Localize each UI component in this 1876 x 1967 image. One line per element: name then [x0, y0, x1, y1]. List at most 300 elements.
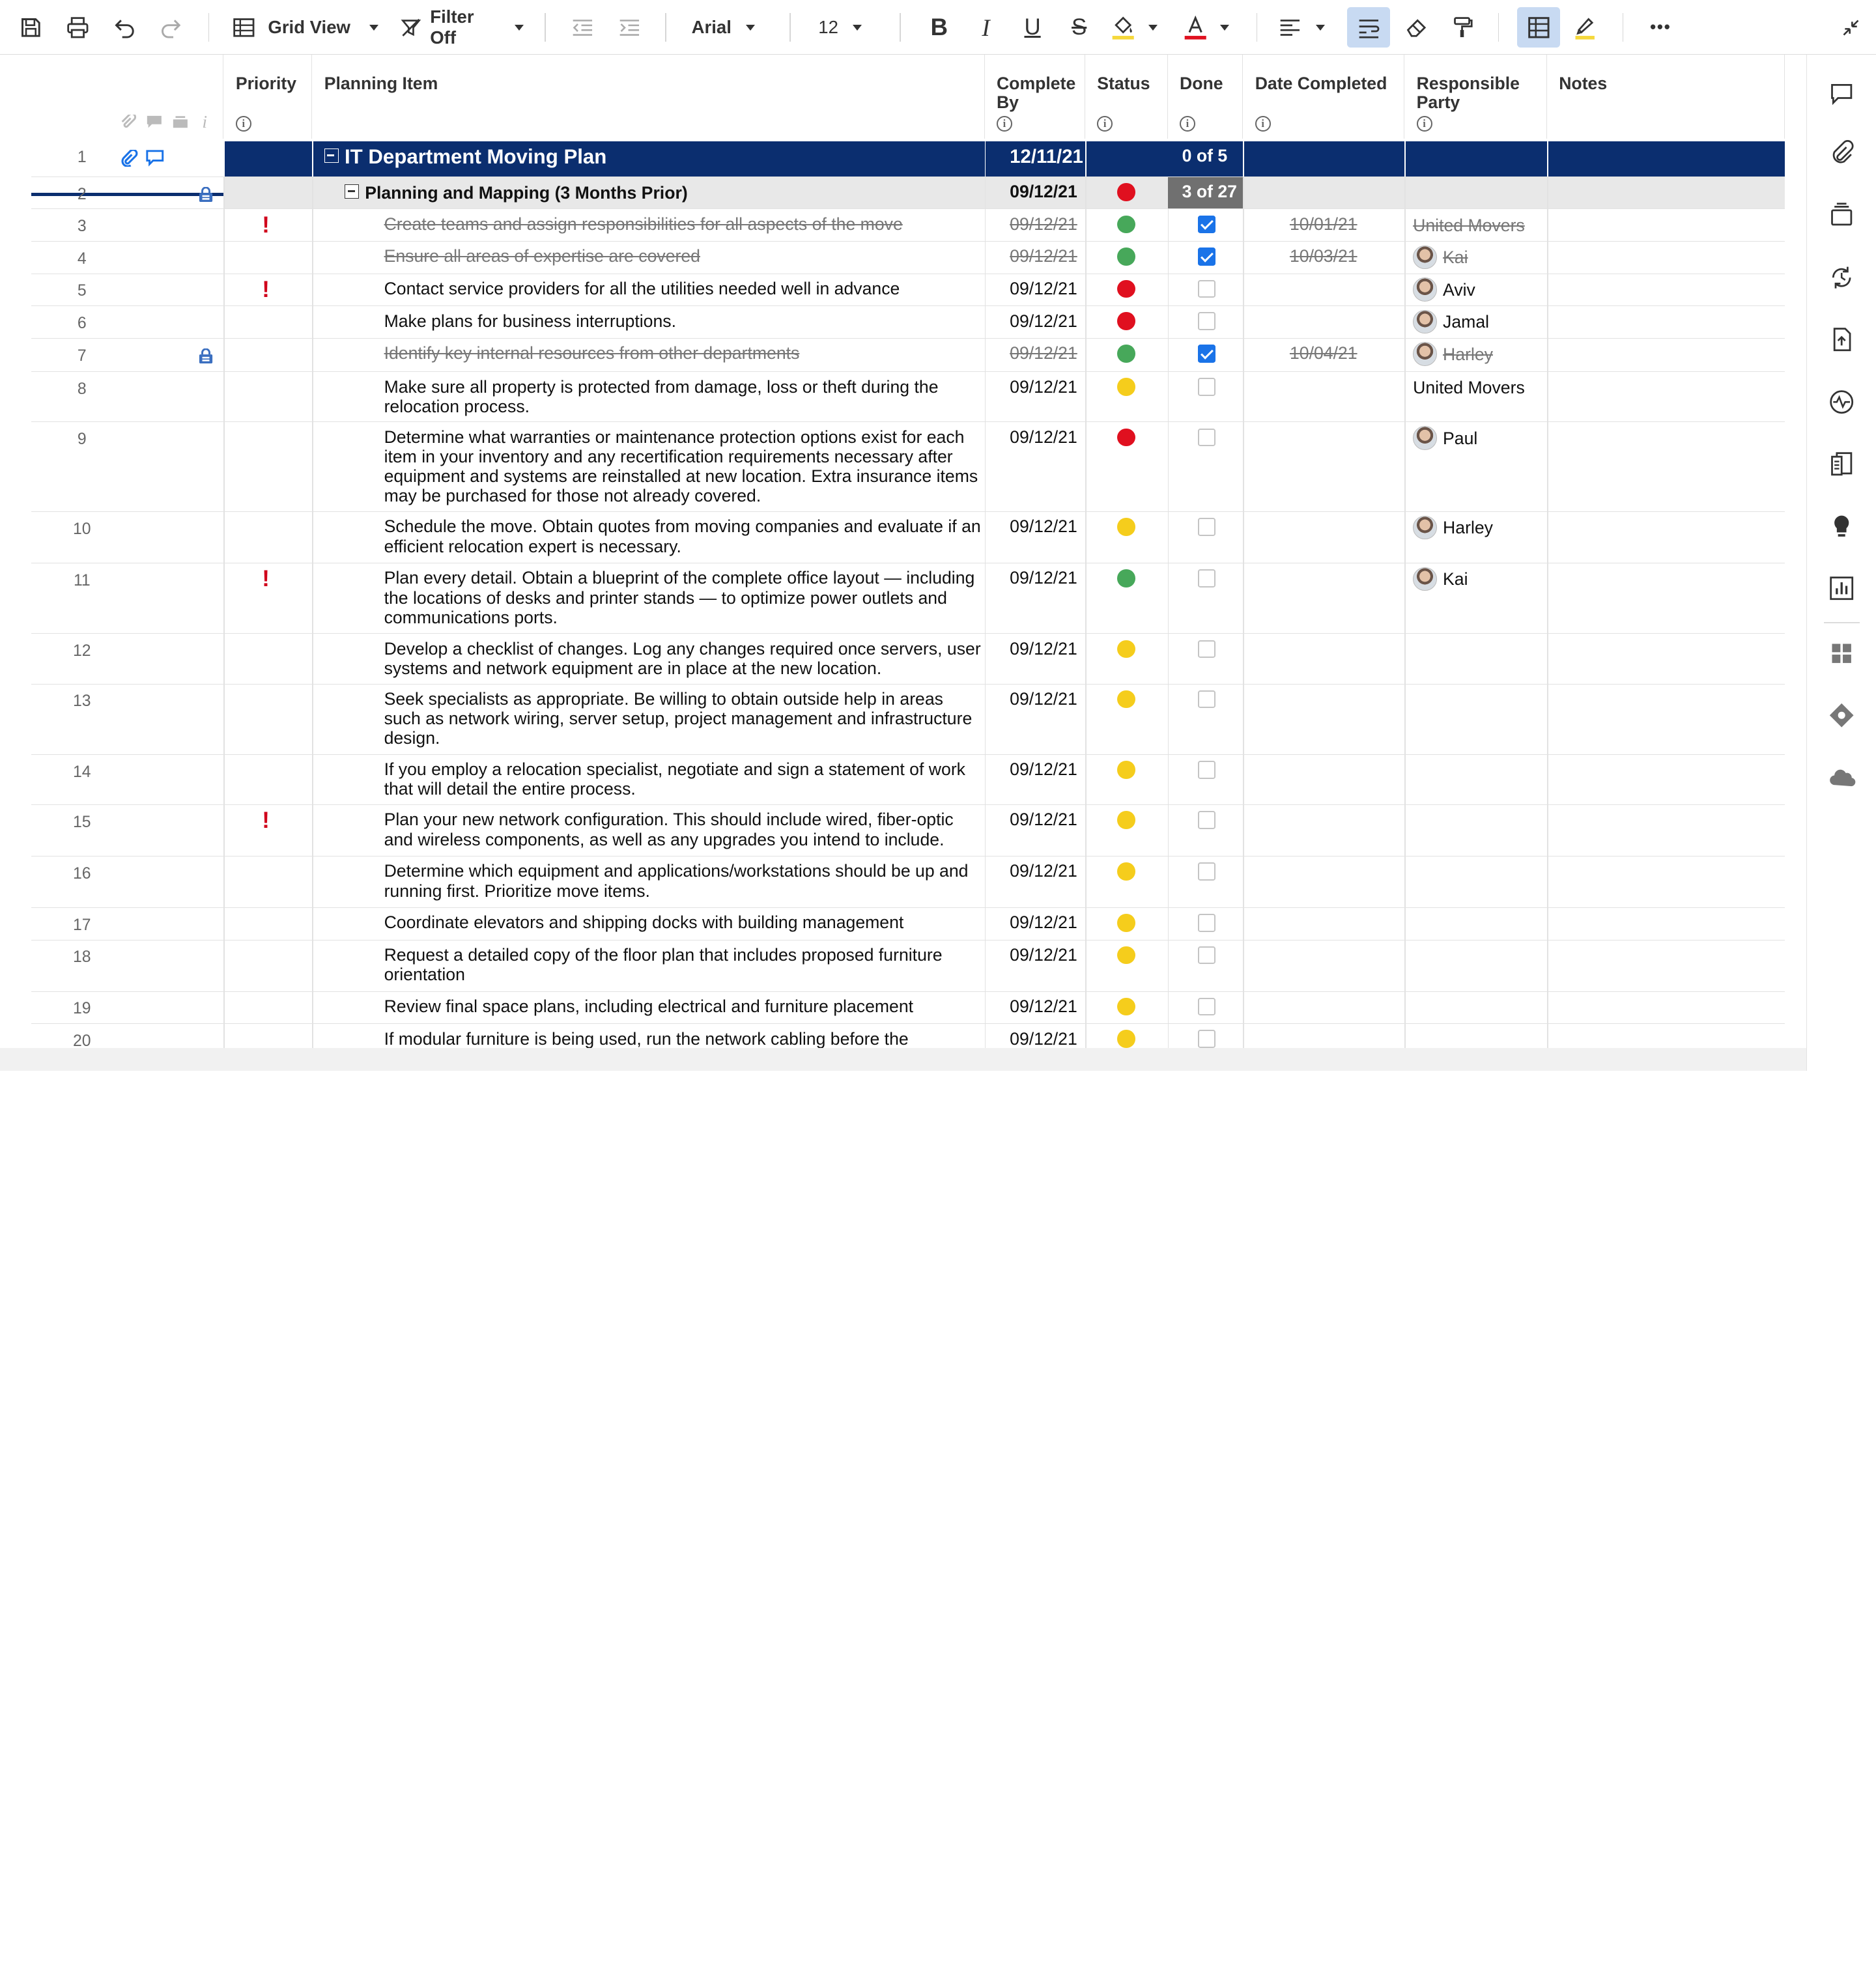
cell-border: [1243, 685, 1244, 754]
cell-border: [1168, 941, 1169, 991]
cell-border: [1547, 563, 1548, 633]
cell-border: [223, 1024, 225, 1048]
grid-view-label: Grid View: [268, 17, 350, 38]
reports-icon[interactable]: [1828, 574, 1856, 603]
status-indicator[interactable]: [1117, 761, 1135, 779]
cell-border: [985, 141, 986, 177]
font-family-select[interactable]: [692, 7, 771, 48]
header-complete-by[interactable]: [985, 55, 1085, 139]
cell-border: [312, 177, 313, 209]
responsible-party-name[interactable]: United Movers: [1413, 215, 1525, 235]
table-row[interactable]: [31, 908, 1785, 941]
cell-border: [1404, 242, 1406, 274]
row-number[interactable]: 7: [77, 347, 87, 365]
table-row[interactable]: [31, 1024, 1785, 1048]
collapse-toggle-icon[interactable]: [324, 149, 339, 163]
cell-border: [1243, 805, 1244, 856]
status-indicator[interactable]: [1117, 640, 1135, 658]
row-number[interactable]: 12: [73, 642, 91, 660]
row-number[interactable]: 11: [73, 571, 91, 589]
cell-border: [223, 563, 225, 633]
date-completed[interactable]: 10/04/21: [1289, 343, 1357, 363]
info-icon[interactable]: i: [997, 116, 1012, 132]
cell-border: [1243, 1024, 1244, 1048]
info-icon[interactable]: i: [236, 116, 251, 132]
comment-col-icon: [146, 115, 163, 129]
cell-border: [1547, 209, 1548, 241]
cell-border: [1168, 634, 1169, 683]
row-number[interactable]: 4: [77, 249, 87, 268]
responsible-party-name[interactable]: Harley: [1443, 344, 1493, 364]
complete-by-date[interactable]: 12/11/21: [1010, 145, 1083, 167]
planning-item-text[interactable]: Review final space plans, including electrical and furniture placement: [384, 996, 914, 1016]
cell-border: [1168, 685, 1169, 754]
cell-border: [312, 209, 313, 241]
info-icon[interactable]: i: [1097, 116, 1113, 132]
cell-border: [223, 177, 225, 209]
cell-border: [312, 306, 313, 338]
info-icon[interactable]: i: [1180, 116, 1195, 132]
complete-by-date[interactable]: 09/12/21: [1010, 861, 1077, 881]
publish-icon[interactable]: [1828, 326, 1856, 354]
cell-border: [985, 908, 986, 940]
cell-border: [1547, 177, 1548, 209]
lock-icon: [199, 347, 213, 361]
complete-by-date[interactable]: 09/12/21: [1010, 996, 1077, 1016]
highlighter-icon: [1572, 14, 1598, 40]
avatar: [1413, 516, 1437, 540]
cell-border: [1404, 339, 1406, 371]
done-checkbox[interactable]: [1198, 1030, 1216, 1048]
planning-item-text[interactable]: Plan every detail. Obtain a blueprint of the complete office layout — including the locations of desks and printer stands — to optimize power outlets and communications ports.: [384, 568, 975, 627]
bottom-scroll-area[interactable]: [0, 1048, 1806, 1071]
status-indicator[interactable]: [1117, 518, 1135, 536]
planning-item-text[interactable]: Coordinate elevators and shipping docks with building management: [384, 913, 904, 933]
cell-border: [1168, 274, 1169, 306]
row-number[interactable]: 14: [73, 763, 91, 781]
cell-border: [312, 1024, 313, 1048]
planning-item-text[interactable]: Identify key internal resources from other departments: [384, 343, 800, 363]
cell-border: [1404, 908, 1406, 940]
planning-item-text[interactable]: Contact service providers for all the utilities needed well in advance: [384, 278, 900, 298]
date-completed[interactable]: 10/03/21: [1289, 246, 1357, 266]
cell-border: [1404, 941, 1406, 991]
cell-border: [312, 563, 313, 633]
header-status[interactable]: [1085, 55, 1168, 139]
row-number[interactable]: 16: [73, 864, 91, 883]
cell-border: [1085, 563, 1087, 633]
cell-border: [1085, 209, 1087, 241]
cell-border: [985, 512, 986, 563]
cell-border: [223, 306, 225, 338]
cell-border: [985, 274, 986, 306]
table-row[interactable]: [31, 856, 1785, 908]
cell-border: [223, 685, 225, 754]
complete-by-date[interactable]: 09/12/21: [1010, 427, 1077, 447]
cell-border: [1404, 372, 1406, 421]
row-number[interactable]: 5: [77, 282, 87, 300]
row-number[interactable]: 19: [73, 1000, 91, 1018]
done-checkbox[interactable]: [1198, 312, 1216, 330]
cell-border: [312, 339, 313, 371]
cell-border: [223, 372, 225, 421]
cell-border: [1547, 274, 1548, 306]
cell-border: [1243, 242, 1244, 274]
complete-by-date[interactable]: 09/12/21: [1010, 759, 1077, 780]
planning-item-text[interactable]: Determine which equipment and applications/workstations should be up and running first. Prioritize move items.: [384, 861, 969, 901]
clear-format-button[interactable]: [1400, 7, 1433, 48]
cell-border: [1243, 209, 1244, 241]
bold-button[interactable]: [924, 7, 955, 48]
table-row[interactable]: [31, 941, 1785, 992]
cell-border: [1085, 372, 1087, 421]
row-number[interactable]: 10: [73, 520, 91, 538]
cell-border: [1404, 306, 1406, 338]
table-row[interactable]: [31, 992, 1785, 1025]
row-number[interactable]: 3: [77, 218, 87, 236]
cell-border: [312, 941, 313, 991]
eraser-icon: [1404, 16, 1428, 40]
complete-by-date[interactable]: 09/12/21: [1010, 343, 1077, 363]
done-checkbox[interactable]: [1198, 914, 1216, 932]
planning-item-text[interactable]: Create teams and assign responsibilities for all aspects of the move: [384, 214, 903, 234]
cell-border: [223, 274, 225, 306]
done-checkbox[interactable]: [1198, 761, 1216, 779]
status-indicator[interactable]: [1117, 998, 1135, 1016]
font-size-select[interactable]: [818, 7, 875, 48]
cell-border: [1085, 177, 1087, 209]
cell-border: [985, 941, 986, 991]
row-number[interactable]: 13: [73, 692, 91, 711]
complete-by-date[interactable]: 09/12/21: [1010, 568, 1077, 588]
format-painter-button[interactable]: [1447, 7, 1480, 48]
cell-border: [312, 242, 313, 274]
done-checkbox[interactable]: [1198, 569, 1216, 587]
complete-by-date[interactable]: 09/12/21: [1010, 278, 1077, 298]
row-number[interactable]: 9: [77, 431, 87, 449]
done-checkbox[interactable]: [1198, 946, 1216, 965]
cell-border: [1404, 755, 1406, 804]
cell-border: [1404, 992, 1406, 1024]
status-indicator[interactable]: [1117, 183, 1135, 201]
attachment-icon[interactable]: [120, 150, 139, 172]
complete-by-date[interactable]: 09/12/21: [1010, 376, 1077, 397]
forms-icon[interactable]: [1828, 450, 1856, 479]
row-number[interactable]: 18: [73, 948, 91, 967]
done-checkbox[interactable]: [1198, 862, 1216, 881]
avatar: [1413, 342, 1437, 366]
chevron-down-icon: [853, 25, 862, 31]
planning-item-text[interactable]: Request a detailed copy of the floor plan that includes proposed furniture orientation: [384, 944, 943, 985]
cell-border: [1085, 805, 1087, 856]
planning-item-text[interactable]: Schedule the move. Obtain quotes from moving companies and evaluate if an efficient relocation expert is necessary.: [384, 517, 981, 556]
status-indicator[interactable]: [1117, 914, 1135, 932]
responsible-party-name[interactable]: Aviv: [1443, 279, 1475, 300]
cell-border: [1085, 306, 1087, 338]
diamond-icon[interactable]: [1828, 701, 1856, 729]
lock-icon: [199, 186, 213, 200]
outdent-icon[interactable]: [567, 7, 599, 48]
done-checkbox[interactable]: [1198, 690, 1216, 709]
sheet-grid: [0, 55, 1806, 1047]
complete-by-date[interactable]: 09/12/21: [1010, 1028, 1077, 1048]
cell-border: [1404, 685, 1406, 754]
strikethrough-button[interactable]: [1064, 7, 1095, 48]
planning-item-text[interactable]: Develop a checklist of changes. Log any changes required once servers, user systems and network equipment are in place at the new location.: [384, 638, 981, 678]
conversations-icon[interactable]: [1828, 79, 1856, 107]
cell-border: [1168, 512, 1169, 563]
undo-icon[interactable]: [107, 7, 141, 48]
cell-border: [1085, 685, 1087, 754]
header-done[interactable]: [1168, 55, 1244, 139]
complete-by-date[interactable]: 09/12/21: [1010, 944, 1077, 965]
cell-border: [312, 685, 313, 754]
table-row[interactable]: [31, 141, 1785, 177]
cell-border: [1404, 422, 1406, 511]
priority-high-icon[interactable]: !: [262, 566, 270, 592]
wrap-text-button[interactable]: [1347, 7, 1390, 48]
header-notes[interactable]: [1547, 55, 1785, 139]
print-icon[interactable]: [61, 7, 94, 48]
planning-item-text[interactable]: Seek specialists as appropriate. Be willing to obtain outside help in areas such as network wiring, server setup, project management and infrastructure design.: [384, 688, 973, 748]
table-row[interactable]: [31, 563, 1785, 634]
done-checkbox[interactable]: [1198, 345, 1216, 363]
row-number[interactable]: 17: [73, 916, 91, 934]
priority-high-icon[interactable]: !: [262, 808, 270, 834]
complete-by-date[interactable]: 09/12/21: [1010, 214, 1077, 234]
table-row[interactable]: [31, 177, 1785, 210]
paint-roller-icon: [1451, 16, 1475, 40]
info-icon[interactable]: i: [1417, 116, 1432, 132]
cell-border: [1547, 306, 1548, 338]
indent-icon[interactable]: [614, 7, 645, 48]
priority-high-icon[interactable]: !: [262, 212, 270, 238]
done-rollup-text: 3 of 27: [1182, 182, 1237, 202]
cell-border: [1404, 1024, 1406, 1048]
cell-border: [1547, 634, 1548, 683]
planning-item-text[interactable]: Determine what warranties or maintenance protection options exist for each item in your inventory and any recertification requirements necessary after equipment and systems are reinstalled at new location. Extra insurance items may be purchased for those not already covered.: [384, 427, 978, 506]
planning-item-text[interactable]: If modular furniture is being used, run the network cabling before the: [384, 1028, 909, 1048]
responsible-party-name[interactable]: Paul: [1443, 428, 1478, 448]
avatar: [1413, 426, 1437, 450]
cell-border: [1243, 512, 1244, 563]
status-indicator[interactable]: [1117, 569, 1135, 587]
cell-border: [1547, 941, 1548, 991]
header-date-completed-label: Date Completed: [1255, 73, 1387, 93]
complete-by-date[interactable]: 09/12/21: [1010, 246, 1077, 266]
row-number[interactable]: 15: [73, 813, 91, 831]
chevron-down-icon: [515, 25, 524, 31]
lightbulb-icon[interactable]: [1828, 512, 1856, 541]
status-indicator[interactable]: [1117, 248, 1135, 266]
header-responsible-party[interactable]: [1404, 55, 1547, 139]
row-number[interactable]: 20: [73, 1032, 91, 1048]
comment-icon[interactable]: [146, 150, 164, 172]
cell-border: [1243, 634, 1244, 683]
cell-border: [1547, 992, 1548, 1024]
table-row[interactable]: [31, 685, 1785, 755]
cell-border: [1404, 274, 1406, 306]
table-row[interactable]: [31, 755, 1785, 805]
cell-border: [1168, 242, 1169, 274]
cell-border: [312, 422, 313, 511]
done-checkbox[interactable]: [1198, 216, 1216, 234]
cell-border: [223, 209, 225, 241]
responsible-party-name[interactable]: Harley: [1443, 518, 1493, 538]
planning-item-text[interactable]: Ensure all areas of expertise are covered: [384, 246, 700, 266]
complete-by-date[interactable]: 09/12/21: [1010, 311, 1077, 331]
chevron-down-icon: [1316, 25, 1325, 31]
cell-border: [1085, 992, 1087, 1024]
cloud-icon[interactable]: [1828, 763, 1856, 792]
status-indicator[interactable]: [1117, 312, 1135, 330]
complete-by-date[interactable]: 09/12/21: [1010, 182, 1077, 202]
status-indicator[interactable]: [1117, 378, 1135, 396]
table-row[interactable]: [31, 422, 1785, 512]
cell-border: [1168, 755, 1169, 804]
more-options-button[interactable]: [1642, 7, 1680, 48]
header-planning-item[interactable]: [312, 55, 984, 139]
collapse-toggle-icon[interactable]: [345, 184, 359, 199]
fill-color-button[interactable]: [1110, 7, 1167, 48]
row-number[interactable]: 1: [77, 148, 87, 166]
table-row[interactable]: [31, 372, 1785, 422]
avatar: [1413, 310, 1437, 334]
responsible-party-name[interactable]: Kai: [1443, 569, 1468, 589]
header-complete-by-label: Complete By: [996, 73, 1076, 113]
row-number[interactable]: 8: [77, 380, 87, 399]
table-row[interactable]: [31, 274, 1785, 307]
cell-border: [1404, 856, 1406, 907]
responsible-party-name[interactable]: Jamal: [1443, 312, 1490, 332]
highlight-changes-button[interactable]: [1569, 7, 1602, 48]
cell-border: [1168, 1024, 1169, 1048]
section-row-title[interactable]: Planning and Mapping (3 Months Prior): [365, 182, 688, 203]
done-checkbox[interactable]: [1198, 378, 1216, 396]
save-icon[interactable]: [14, 7, 48, 48]
info-icon[interactable]: i: [1255, 116, 1271, 132]
status-indicator[interactable]: [1117, 690, 1135, 709]
gridlines-button[interactable]: [1517, 7, 1560, 48]
redo-icon[interactable]: [154, 7, 188, 48]
cell-border: [1547, 908, 1548, 940]
collapse-icon[interactable]: [1834, 7, 1868, 48]
date-completed[interactable]: 10/01/21: [1289, 214, 1357, 234]
priority-high-icon[interactable]: !: [262, 276, 270, 302]
status-indicator[interactable]: [1117, 429, 1135, 447]
done-checkbox[interactable]: [1198, 248, 1216, 266]
cell-border: [312, 372, 313, 421]
cell-border: [1243, 306, 1244, 338]
complete-by-date[interactable]: 09/12/21: [1010, 517, 1077, 537]
proof-col-icon: [172, 115, 189, 129]
table-row[interactable]: [31, 209, 1785, 242]
row-number[interactable]: 2: [77, 185, 87, 203]
complete-by-date[interactable]: 09/12/21: [1010, 810, 1077, 830]
responsible-party-name[interactable]: Kai: [1443, 248, 1468, 268]
align-button[interactable]: [1278, 7, 1338, 48]
cell-border: [1547, 856, 1548, 907]
cell-border: [985, 685, 986, 754]
parent-row-title[interactable]: IT Department Moving Plan: [344, 145, 607, 168]
bold-icon: B: [930, 14, 948, 41]
align-left-icon: [1278, 17, 1302, 38]
status-indicator[interactable]: [1117, 345, 1135, 363]
done-checkbox[interactable]: [1198, 518, 1216, 536]
cell-border: [1243, 177, 1244, 209]
done-checkbox[interactable]: [1198, 429, 1216, 447]
status-indicator[interactable]: [1117, 862, 1135, 881]
table-row[interactable]: [31, 634, 1785, 684]
complete-by-date[interactable]: 09/12/21: [1010, 913, 1077, 933]
attachments-icon[interactable]: [1828, 139, 1856, 167]
proofs-icon[interactable]: [1828, 201, 1856, 230]
complete-by-date[interactable]: 09/12/21: [1010, 688, 1077, 709]
status-indicator[interactable]: [1117, 811, 1135, 829]
underline-button[interactable]: [1017, 7, 1048, 48]
more-icon: •••: [1650, 18, 1671, 36]
text-color-button[interactable]: [1182, 7, 1240, 48]
status-indicator[interactable]: [1117, 1030, 1135, 1048]
cell-border: [1547, 242, 1548, 274]
row-number[interactable]: 6: [77, 315, 87, 333]
apps-grid-icon[interactable]: [1828, 639, 1856, 668]
table-row[interactable]: [31, 512, 1785, 563]
planning-item-text[interactable]: Make sure all property is protected from damage, loss or theft during the relocation process.: [384, 376, 939, 416]
grid-view-button[interactable]: [232, 7, 382, 48]
status-indicator[interactable]: [1117, 280, 1135, 298]
cell-border: [1168, 422, 1169, 511]
cell-border: [1243, 274, 1244, 306]
table-row[interactable]: [31, 805, 1785, 856]
status-indicator[interactable]: [1117, 946, 1135, 965]
summary-icon[interactable]: [1828, 388, 1856, 416]
cell-border: [223, 856, 225, 907]
planning-item-text[interactable]: If you employ a relocation specialist, negotiate and sign a statement of work that will detail the entire process.: [384, 759, 965, 799]
cell-border: [312, 274, 313, 306]
header-priority[interactable]: [223, 55, 312, 139]
activity-log-icon[interactable]: [1828, 263, 1856, 292]
header-date-completed[interactable]: [1243, 55, 1404, 139]
done-checkbox[interactable]: [1198, 998, 1216, 1016]
done-checkbox[interactable]: [1198, 640, 1216, 658]
complete-by-date[interactable]: 09/12/21: [1010, 638, 1077, 658]
cell-border: [223, 242, 225, 274]
strikethrough-icon: S: [1072, 14, 1087, 40]
done-checkbox[interactable]: [1198, 811, 1216, 829]
table-row[interactable]: [31, 339, 1785, 372]
cell-border: [1085, 422, 1087, 511]
done-checkbox[interactable]: [1198, 280, 1216, 298]
table-row[interactable]: [31, 242, 1785, 274]
cell-border: [223, 941, 225, 991]
filter-button[interactable]: [399, 7, 524, 48]
responsible-party-name[interactable]: United Movers: [1413, 378, 1525, 398]
chevron-down-icon: [369, 25, 378, 31]
table-row[interactable]: [31, 306, 1785, 339]
cell-border: [1547, 755, 1548, 804]
italic-button[interactable]: [971, 7, 1002, 48]
cell-border: [312, 634, 313, 683]
cell-border: [985, 634, 986, 683]
status-indicator[interactable]: [1117, 216, 1135, 234]
planning-item-text[interactable]: Make plans for business interruptions.: [384, 311, 676, 331]
cell-border: [1085, 755, 1087, 804]
planning-item-text[interactable]: Plan your new network configuration. This should include wired, fiber-optic and wireless components, as well as any upgrades you intend to include.: [384, 810, 954, 849]
avatar: [1413, 246, 1437, 270]
font-family-value: Arial: [691, 17, 732, 38]
cell-border: [1243, 992, 1244, 1024]
